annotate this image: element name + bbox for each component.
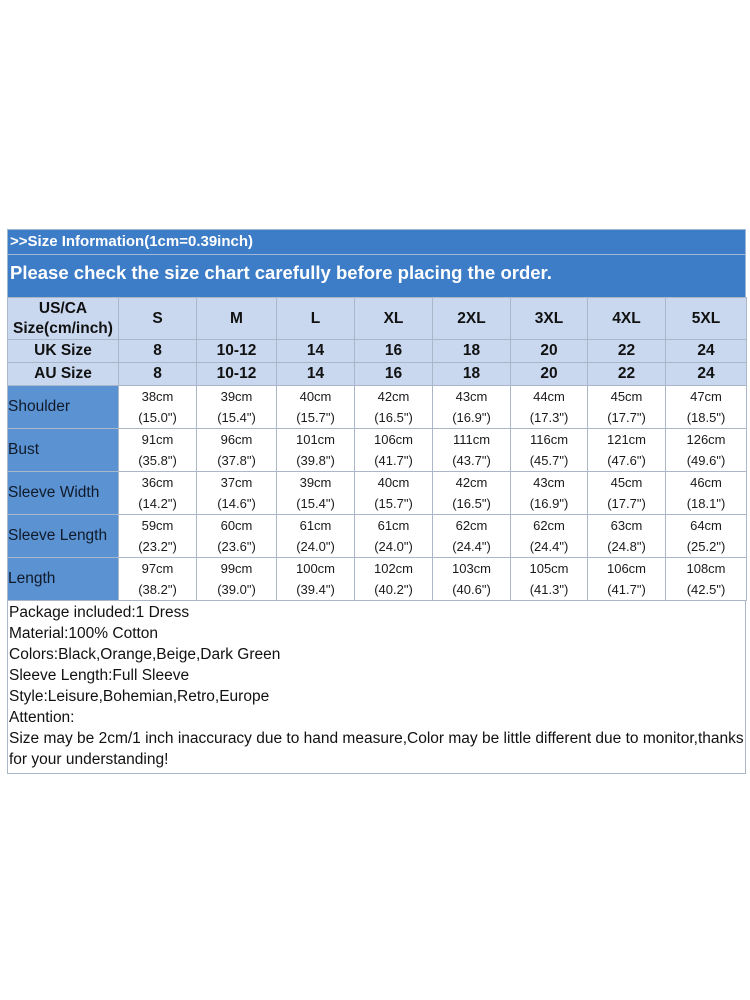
- measurement-label: Bust: [8, 429, 119, 472]
- measurement-cell: [511, 429, 588, 472]
- measurement-inch: (16.9"): [529, 496, 569, 511]
- measurement-inch: (41.3"): [529, 582, 569, 597]
- measurement-cm: 116cm: [529, 432, 569, 447]
- measurement-cm: 39cm: [220, 389, 253, 404]
- size-table: [7, 297, 747, 601]
- measurement-cm: 46cm: [690, 475, 722, 490]
- measurement-cm: 105cm: [529, 561, 569, 576]
- measurement-inch: (40.2"): [374, 582, 413, 597]
- measurement-cm: 126cm: [686, 432, 726, 447]
- measurement-cm: 99cm: [220, 561, 253, 576]
- measurement-inch: (16.5"): [374, 410, 413, 425]
- measurement-inch: (24.4"): [452, 539, 491, 554]
- measurement-inch: (18.5"): [686, 410, 726, 425]
- measurement-inch: (43.7"): [452, 453, 491, 468]
- measurement-cell: [197, 386, 277, 429]
- au-size-cell: 24: [666, 363, 747, 386]
- measurement-cm: 106cm: [373, 432, 414, 447]
- measurement-cm: 36cm: [141, 475, 174, 490]
- measurement-cell: [433, 515, 511, 558]
- measurement-cm: 60cm: [220, 518, 253, 533]
- size-cell: 3XL: [511, 298, 588, 340]
- measurement-cm: 108cm: [686, 561, 726, 576]
- measurement-cell: [433, 472, 511, 515]
- measurement-cell: [277, 386, 355, 429]
- measurement-inch: (39.8"): [296, 453, 335, 468]
- measurement-cell: [277, 472, 355, 515]
- measurement-inch: (15.7"): [296, 410, 335, 425]
- measurement-inch: (39.4"): [296, 582, 335, 597]
- measurement-cm: 61cm: [299, 518, 332, 533]
- measurement-inch: (38.2"): [138, 582, 177, 597]
- measurement-cm: 43cm: [455, 389, 488, 404]
- measurement-cell: [355, 472, 433, 515]
- measurement-cell: [197, 429, 277, 472]
- note-line: Colors:Black,Orange,Beige,Dark Green: [9, 646, 281, 663]
- measurement-cell: [588, 429, 666, 472]
- measurement-cm: 63cm: [610, 518, 643, 533]
- measurement-inch: (23.2"): [138, 539, 177, 554]
- measurement-inch: (47.6"): [607, 453, 646, 468]
- size-cell: 2XL: [433, 298, 511, 340]
- measurement-inch: (14.2"): [138, 496, 177, 511]
- size-cell: M: [197, 298, 277, 340]
- au-size-cell: 14: [277, 363, 355, 386]
- measurement-cell: [588, 558, 666, 601]
- au-size-cell: 20: [511, 363, 588, 386]
- uk-size-cell: 14: [277, 340, 355, 363]
- measurement-inch: (17.7"): [607, 496, 646, 511]
- measurement-cell: [666, 386, 747, 429]
- au-size-cell: 18: [433, 363, 511, 386]
- measurement-cell: [355, 429, 433, 472]
- measurement-inch: (15.0"): [138, 410, 177, 425]
- size-cell: 4XL: [588, 298, 666, 340]
- measurement-cm: 45cm: [610, 475, 643, 490]
- measurement-inch: (24.4"): [529, 539, 569, 554]
- measurement-cm: 59cm: [141, 518, 174, 533]
- measurement-cell: [511, 386, 588, 429]
- note-line: Package included:1 Dress: [9, 604, 190, 621]
- measurement-cell: [119, 472, 197, 515]
- measurement-cell: [119, 515, 197, 558]
- measurement-cell: [511, 515, 588, 558]
- measurement-inch: (24.8"): [607, 539, 646, 554]
- measurement-cm: 42cm: [455, 475, 488, 490]
- measurement-cm: 47cm: [690, 389, 722, 404]
- measurement-inch: (23.6"): [217, 539, 256, 554]
- measurement-inch: (16.5"): [452, 496, 491, 511]
- measurement-cm: 64cm: [690, 518, 722, 533]
- measurement-cell: [119, 429, 197, 472]
- measurement-inch: (35.8"): [138, 453, 177, 468]
- measurement-label: Sleeve Length: [8, 515, 119, 558]
- measurement-inch: (40.6"): [452, 582, 491, 597]
- measurement-cm: 40cm: [299, 389, 332, 404]
- measurement-cm: 111cm: [452, 432, 491, 447]
- measurement-cm: 103cm: [451, 561, 492, 576]
- measurement-inch: (15.4"): [217, 410, 256, 425]
- measurement-cell: [355, 558, 433, 601]
- measurement-cm: 43cm: [533, 475, 565, 490]
- size-notice-header: Please check the size chart carefully before placing the order.: [7, 254, 746, 297]
- size-cell: XL: [355, 298, 433, 340]
- uk-size-cell: 8: [119, 340, 197, 363]
- measurement-cm: 102cm: [373, 561, 414, 576]
- measurement-cm: 37cm: [220, 475, 253, 490]
- au-size-cell: 8: [119, 363, 197, 386]
- product-notes: [7, 601, 746, 774]
- au-size-row: [8, 363, 747, 386]
- note-line: Style:Leisure,Bohemian,Retro,Europe: [9, 688, 270, 705]
- measurement-cell: [197, 515, 277, 558]
- uk-size-cell: 10-12: [197, 340, 277, 363]
- measurement-cm: 45cm: [610, 389, 643, 404]
- measurement-inch: (39.0"): [217, 582, 256, 597]
- measurement-inch: (17.7"): [607, 410, 646, 425]
- measurement-cell: [355, 386, 433, 429]
- measurement-cell: [666, 472, 747, 515]
- measurement-cm: 42cm: [377, 389, 410, 404]
- measurement-inch: (15.7"): [374, 496, 413, 511]
- measurement-cell: [119, 386, 197, 429]
- measurement-row: [8, 472, 747, 515]
- measurement-cell: [277, 515, 355, 558]
- measurement-cm: 101cm: [295, 432, 336, 447]
- measurement-inch: (17.3"): [529, 410, 569, 425]
- measurement-row: [8, 515, 747, 558]
- corner-label: [8, 298, 119, 340]
- measurement-row: [8, 429, 747, 472]
- measurement-inch: (16.9"): [452, 410, 491, 425]
- measurement-inch: (24.0"): [374, 539, 413, 554]
- measurement-cell: [433, 558, 511, 601]
- measurement-cell: [588, 515, 666, 558]
- measurement-row: [8, 386, 747, 429]
- uk-size-cell: 24: [666, 340, 747, 363]
- measurement-cell: [433, 386, 511, 429]
- measurement-inch: (45.7"): [529, 453, 569, 468]
- uk-size-label: UK Size: [8, 340, 119, 363]
- note-line: Material:100% Cotton: [9, 625, 159, 642]
- measurement-cm: 61cm: [377, 518, 410, 533]
- size-cell: 5XL: [666, 298, 747, 340]
- measurement-cell: [666, 515, 747, 558]
- measurement-cm: 40cm: [377, 475, 410, 490]
- measurement-row: [8, 558, 747, 601]
- measurement-cm: 121cm: [606, 432, 647, 447]
- measurement-cell: [355, 515, 433, 558]
- measurement-cm: 39cm: [299, 475, 332, 490]
- measurement-cm: 100cm: [295, 561, 336, 576]
- measurement-inch: (37.8"): [217, 453, 256, 468]
- us-size-row: [8, 298, 747, 340]
- measurement-label: Sleeve Width: [8, 472, 119, 515]
- measurement-cell: [197, 472, 277, 515]
- corner-label-line2: Size(cm/inch): [13, 319, 113, 337]
- note-line: Sleeve Length:Full Sleeve: [9, 667, 190, 684]
- size-cell: S: [119, 298, 197, 340]
- uk-size-row: [8, 340, 747, 363]
- measurement-inch: (49.6"): [686, 453, 726, 468]
- measurement-cell: [277, 429, 355, 472]
- measurement-cell: [433, 429, 511, 472]
- au-size-cell: 16: [355, 363, 433, 386]
- measurement-inch: (25.2"): [686, 539, 726, 554]
- measurement-inch: (24.0"): [296, 539, 335, 554]
- measurement-cell: [119, 558, 197, 601]
- measurement-cm: 44cm: [533, 389, 565, 404]
- measurement-inch: (42.5"): [686, 582, 726, 597]
- uk-size-cell: 20: [511, 340, 588, 363]
- measurement-cm: 62cm: [455, 518, 488, 533]
- measurement-cm: 96cm: [220, 432, 253, 447]
- measurement-cm: 106cm: [606, 561, 647, 576]
- uk-size-cell: 22: [588, 340, 666, 363]
- au-size-cell: 10-12: [197, 363, 277, 386]
- size-cell: L: [277, 298, 355, 340]
- note-line: Attention:: [9, 709, 75, 726]
- measurement-inch: (14.6"): [217, 496, 256, 511]
- uk-size-cell: 16: [355, 340, 433, 363]
- measurement-cm: 97cm: [141, 561, 174, 576]
- corner-label-line1: US/CA: [38, 299, 88, 317]
- measurement-cell: [666, 429, 747, 472]
- measurement-inch: (18.1"): [686, 496, 726, 511]
- au-size-cell: 22: [588, 363, 666, 386]
- measurement-inch: (41.7"): [374, 453, 413, 468]
- measurement-label: Shoulder: [8, 386, 119, 429]
- measurement-cell: [197, 558, 277, 601]
- measurement-cm: 38cm: [141, 389, 174, 404]
- measurement-cell: [511, 472, 588, 515]
- uk-size-cell: 18: [433, 340, 511, 363]
- measurement-cm: 91cm: [141, 432, 174, 447]
- note-line: Size may be 2cm/1 inch inaccuracy due to hand measure,Color may be little different due to monitor,thanks for your understanding!: [9, 730, 744, 768]
- measurement-inch: (15.4"): [296, 496, 335, 511]
- measurement-inch: (41.7"): [607, 582, 646, 597]
- measurement-cm: 62cm: [533, 518, 565, 533]
- measurement-cell: [588, 386, 666, 429]
- size-info-header: >>Size Information(1cm=0.39inch): [7, 229, 746, 254]
- measurement-label: Length: [8, 558, 119, 601]
- measurement-cell: [277, 558, 355, 601]
- measurement-cell: [588, 472, 666, 515]
- au-size-label: AU Size: [8, 363, 119, 386]
- size-chart: [7, 229, 746, 774]
- measurement-cell: [666, 558, 747, 601]
- measurement-cell: [511, 558, 588, 601]
